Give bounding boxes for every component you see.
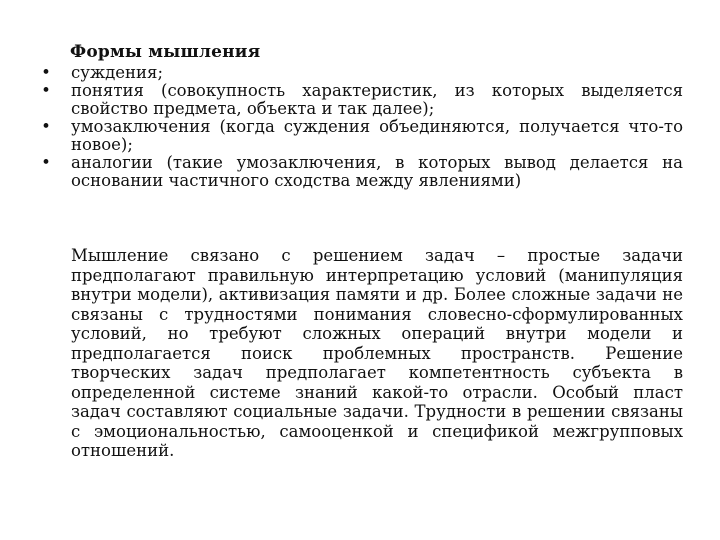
- bullet-marker: •: [41, 153, 51, 172]
- bullet-marker: •: [41, 117, 51, 136]
- bullet-item: [0, 64, 683, 82]
- bullet-item: [0, 118, 683, 154]
- bullet-item: [0, 154, 683, 190]
- bullet-marker: •: [41, 63, 51, 82]
- bullet-item: [0, 82, 683, 118]
- bullet-text: суждения;: [71, 63, 164, 82]
- bullet-text: понятия (совокупность характеристик, из которых выделяется свойство предмета, объекта и так далее);: [71, 81, 683, 118]
- body-paragraph: Мышление связано с решением задач – простые задачи предполагают правильную интерпретацию условий (манипуляция внутри модели), активизация памяти и др. Более сложные задачи не связаны с трудностями понимания словесно-сформулированных условий, но требуют сложных операций внутри модели и предполагается поиск проблемных пространств. Решение творческих задач предполагает компетентность субъекта в определенной системе знаний какой-то отрасли. Особый пласт задач составляют социальные задачи. Трудности в решении связаны с эмоциональностью, самооценкой и спецификой межгрупповых отношений.: [71, 246, 683, 460]
- slide-heading: Формы мышления: [70, 42, 261, 62]
- bullet-list: [0, 64, 720, 190]
- bullet-text: умозаключения (когда суждения объединяются, получается что-то новое);: [71, 117, 683, 154]
- bullet-text: аналогии (такие умозаключения, в которых вывод делается на основании частичного сходства между явлениями): [71, 153, 683, 190]
- bullet-marker: •: [41, 81, 51, 100]
